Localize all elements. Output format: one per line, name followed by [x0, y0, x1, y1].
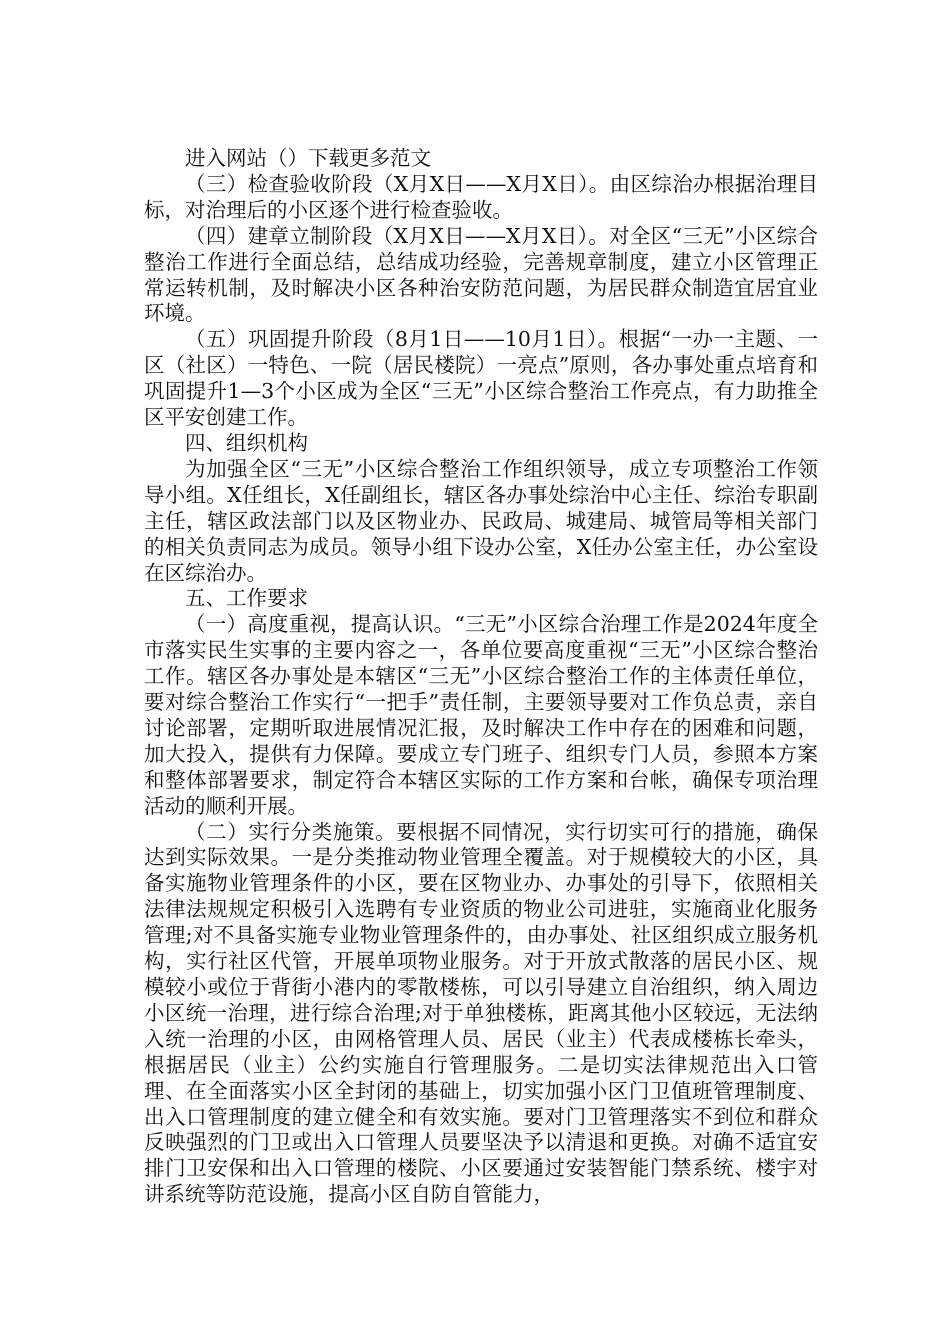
paragraph-organization: 为加强全区“三无”小区综合整治工作组织领导，成立专项整治工作领导小组。X任组长，X任副组长，辖区各办事处综治中心主任、综治专职副主任，辖区政法部门以及区物业办、民政局、城建局、城管局等相关部门的相关负责同志为成员。领导小组下设办公室，X任办公室主任，办公室设在区综治办。 — [144, 456, 818, 585]
section-heading-requirements: 五、工作要求 — [185, 586, 308, 611]
paragraph-consolidation-stage: （五）巩固提升阶段（8月1日——10月1日）。根据“一办一主题、一区（社区）一特色、一院（居民楼院）一亮点”原则，各办事处重点培育和巩固提升1—3个小区成为全区“三无”小区综合整治工作亮点，有力助推全区平安创建工作。 — [144, 327, 818, 430]
paragraph-regulation-stage: （四）建章立制阶段（X月X日——X月X日）。对全区“三无”小区综合整治工作进行全面总结，总结成功经验，完善规章制度，建立小区管理正常运转机制，及时解决小区各种治安防范问题，为居民群众制造宜居宜业环境。 — [144, 223, 818, 326]
paragraph-download-note: 进入网站（）下载更多范文 — [185, 146, 431, 170]
paragraph-requirement-one: （一）高度重视，提高认识。“三无”小区综合治理工作是2024年度全市落实民生实事的主要内容之一，各单位要高度重视“三无”小区综合整治工作。辖区各办事处是本辖区“三无”小区综合整治工作的主体责任单位，要对综合整治工作实行“一把手”责任制，主要领导要对工作负总责，亲自讨论部署，定期听取进展情况汇报，及时解决工作中存在的困难和问题，加大投入，提供有力保障。要成立专门班子、组织专门人员，参照本方案和整体部署要求，制定符合本辖区实际的工作方案和台帐，确保专项治理活动的顺利开展。 — [144, 612, 818, 818]
paragraph-requirement-two: （二）实行分类施策。要根据不同情况，实行切实可行的措施，确保达到实际效果。一是分类推动物业管理全覆盖。对于规模较大的小区，具备实施物业管理条件的小区，要在区物业办、办事处的引导下，依照相关法律法规规定积极引入选聘有专业资质的物业公司进驻，实施商业化服务管理;对不具备实施专业物业管理条件的，由办事处、社区组织成立服务机构，实行社区代管，开展单项物业服务。对于开放式散落的居民小区、规模较小或位于背街小港内的零散楼栋，可以引导建立自治组织，纳入周边小区统一治理，进行综合治理;对于单独楼栋，距离其他小区较远，无法纳入统一治理的小区，由网格管理人员、居民（业主）代表成楼栋长牵头，根据居民（业主）公约实施自行管理服务。二是切实法律规范出入口管理、在全面落实小区全封闭的基础上，切实加强小区门卫值班管理制度、出入口管理制度的建立健全和有效实施。要对门卫管理落实不到位和群众反映强烈的门卫或出入口管理人员要坚决予以清退和更换。对确不适宜安排门卫安保和出入口管理的楼院、小区要通过安装智能门禁系统、楼宇对讲系统等防范设施，提高小区自防自管能力， — [144, 819, 818, 1207]
document-body — [144, 146, 818, 1208]
section-heading-organization: 四、组织机构 — [185, 430, 308, 455]
paragraph-inspection-stage: （三）检查验收阶段（X月X日——X月X日）。由区综治办根据治理目标，对治理后的小区逐个进行检查验收。 — [144, 171, 818, 222]
